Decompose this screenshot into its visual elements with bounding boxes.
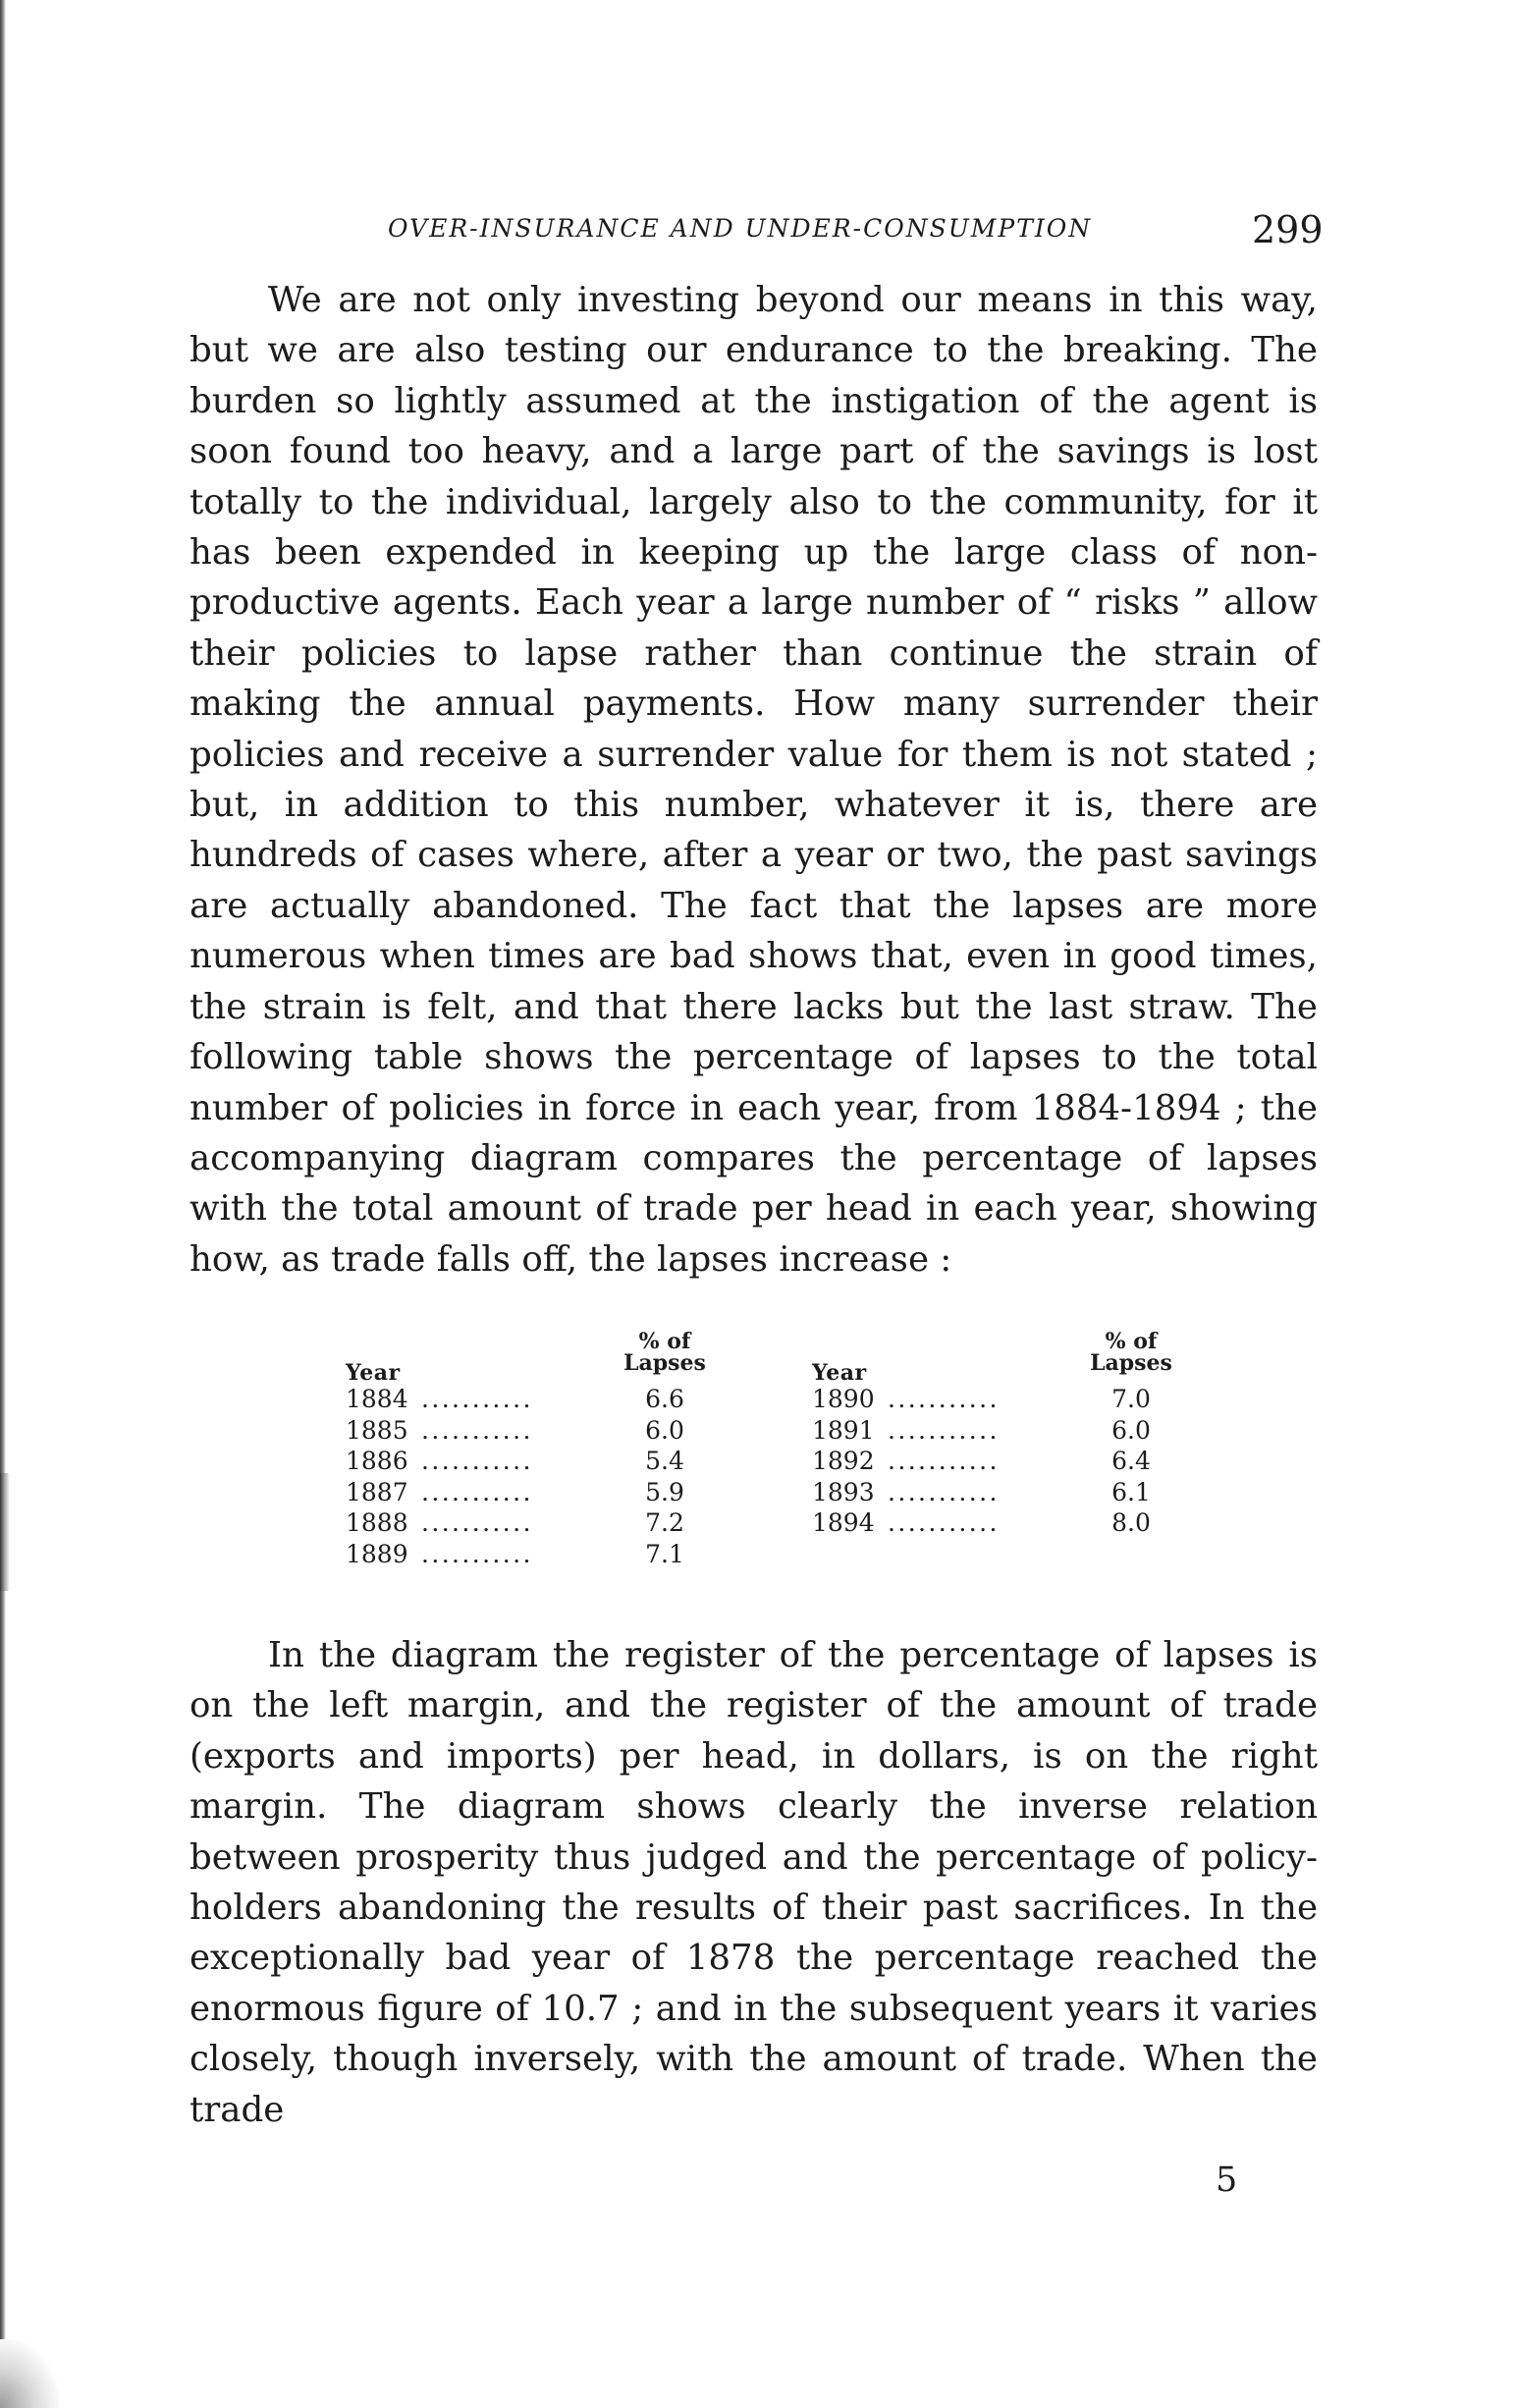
year-cell: 1888: [346, 1508, 408, 1537]
lapse-rows-left: [346, 1385, 719, 1570]
page-number: 299: [1252, 208, 1324, 251]
dot-leader: ...........: [421, 1447, 533, 1475]
table-row: [346, 1508, 719, 1540]
lapse-percentage-cell: 6.0: [645, 1415, 684, 1445]
year-header: Year: [346, 1360, 401, 1386]
dot-leader: ...........: [888, 1477, 1000, 1506]
table-row: [346, 1385, 719, 1416]
year-cell: 1884: [346, 1385, 408, 1413]
paragraph-1: We are not only investing beyond our means in this way, but we are also testing our endurance to the breaking. The burden so lightly assumed at the instigation of the agent is soon found too heavy, and a large part of the savings is lost totally to the individual, largely also to the community, for it has been expended in keeping up the large class of non-productive agents. Each year a large number of “ risks ” allow their policies to lapse rather than continue the strain of making the annual payments. How many surrender their policies and receive a surrender value for them is not stated ; but, in addition to this number, whatever it is, there are hundreds of cases where, after a year or two, the past savings are actually abandoned. The fact that the lapses are more numerous when times are bad shows that, even in good times, the strain is felt, and that there lacks but the last straw. The following table shows the percentage of lapses to the total number of policies in force in each year, from 1884-1894 ; the accompanying diagram compares the percentage of lapses with the total amount of trade per head in each year, showing how, as trade falls off, the lapses increase :: [190, 280, 1318, 1280]
dot-leader: ...........: [421, 1415, 533, 1445]
pct-header-line1: % of: [1105, 1329, 1158, 1354]
pct-header: [1077, 1331, 1185, 1374]
table-row: [812, 1508, 1185, 1540]
lapse-percentage-cell: 5.4: [645, 1447, 684, 1475]
year-header: Year: [812, 1360, 867, 1386]
paragraph-2: In the diagram the register of the percentage of lapses is on the left margin, and the register of the amount of trade (exports and imports) per head, in dollars, is on the right margin. The diagram shows clearly the inverse relation between prosperity thus judged and the percentage of policy-holders abandoning the results of their past sacrifices. In the exceptionally bad year of 1878 the percentage reached the enormous figure of 10.7 ; and in the subsequent years it varies closely, though inversely, with the amount of trade. When the trade: [190, 1635, 1318, 2130]
book-spine-notch: [0, 1473, 10, 1591]
year-cell: 1889: [346, 1539, 408, 1568]
year-cell: 1894: [812, 1508, 875, 1537]
signature-mark: 5: [1216, 2161, 1238, 2200]
lapse-percentage-cell: 5.9: [645, 1477, 684, 1506]
lapse-percentage-cell: 7.0: [1111, 1385, 1151, 1413]
lapse-percentage-cell: 6.0: [1111, 1415, 1151, 1445]
table-row: [346, 1540, 719, 1571]
pct-header-line2: Lapses: [623, 1350, 706, 1376]
pct-header: [611, 1331, 719, 1374]
year-cell: 1887: [346, 1477, 408, 1506]
dot-leader: ...........: [888, 1385, 1000, 1413]
scan-corner-shadow: [0, 2339, 59, 2408]
dot-leader: ...........: [421, 1385, 533, 1413]
year-cell: 1885: [346, 1415, 408, 1445]
table-row: [812, 1416, 1185, 1448]
pct-header-line1: % of: [638, 1329, 691, 1354]
year-cell: 1892: [812, 1447, 875, 1475]
year-cell: 1893: [812, 1477, 875, 1506]
dot-leader: ...........: [888, 1508, 1000, 1537]
lapse-rows-right: [812, 1385, 1185, 1540]
dot-leader: ...........: [421, 1539, 533, 1568]
year-cell: 1891: [812, 1415, 875, 1445]
year-cell: 1886: [346, 1447, 408, 1475]
running-head: [187, 208, 1326, 257]
book-spine-edge: [0, 0, 6, 2408]
dot-leader: ...........: [421, 1477, 533, 1506]
lapse-percentage-cell: 6.1: [1111, 1477, 1151, 1506]
dot-leader: ...........: [421, 1508, 533, 1537]
pct-header-line2: Lapses: [1090, 1350, 1172, 1376]
table-row: [812, 1447, 1185, 1478]
running-title: OVER-INSURANCE AND UNDER-CONSUMPTION: [388, 214, 1093, 243]
table-row: [346, 1416, 719, 1448]
dot-leader: ...........: [888, 1415, 1000, 1445]
table-row: [812, 1385, 1185, 1416]
dot-leader: ...........: [888, 1447, 1000, 1475]
table-row: [346, 1478, 719, 1509]
table-row: [346, 1447, 719, 1478]
table-row: [812, 1478, 1185, 1509]
lapse-percentage-cell: 6.4: [1111, 1447, 1151, 1475]
lapse-percentage-cell: 6.6: [645, 1385, 684, 1413]
lapse-percentage-cell: 7.2: [645, 1508, 684, 1537]
lapse-percentage-cell: 8.0: [1111, 1508, 1151, 1537]
year-cell: 1890: [812, 1385, 875, 1413]
lapse-table: [346, 1331, 1190, 1596]
lapse-percentage-cell: 7.1: [645, 1539, 684, 1568]
